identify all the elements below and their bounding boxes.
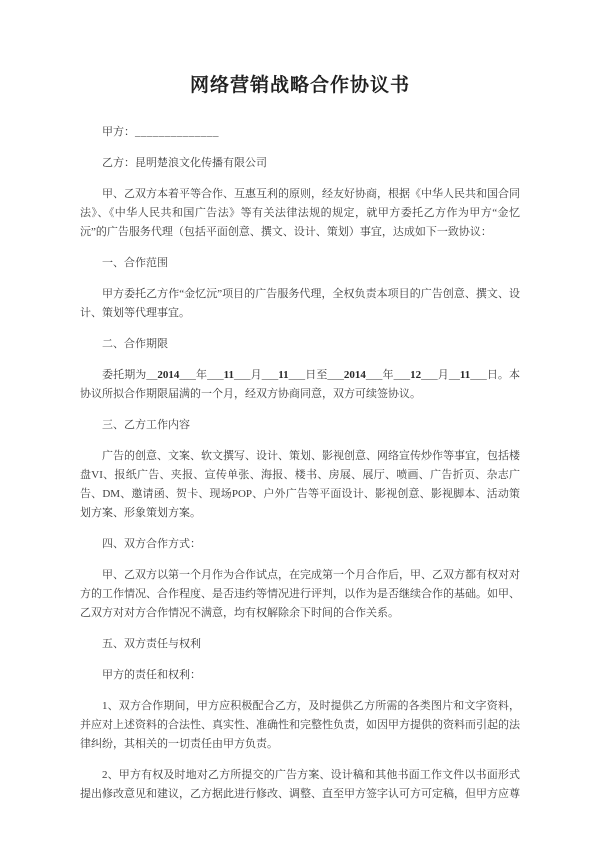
term-text-segment: ___年___ [179, 369, 224, 381]
section-2-term-paragraph [80, 366, 520, 404]
term-day-value: 11 [278, 369, 289, 381]
intro-paragraph: 甲、乙双方本着平等合作、互惠互利的原则，经友好协商，根据《中华人民共和国合同法》、《中华人民共和国广告法》等有关法律法规的规定，就甲方委托乙方作为甲方“金忆沅”的广告服务代理（包括平面创意、撰文、设计、策划）事宜，达成如下一致协议： [80, 188, 520, 238]
term-text-segment: ___日。本协议所拟合作期限届满的一个月，经双方协商同意，双方可续签协议。 [80, 369, 521, 400]
term-year-value: 2014 [343, 369, 366, 381]
section-3-body: 广告的创意、文案、软文撰写、设计、策划、影视创意、网络宣传炒作等事宜，包括楼盘VI、报纸广告、夹报、宣传单张、海报、楼书、房展、展厅、喷画、广告折页、杂志广告、DM、邀请函、贺卡、现场POP、户外广告等平面设计、影视创意、影视脚本、活动策划方案、形象策划方案。 [80, 450, 520, 519]
term-text-segment: ___年___ [365, 369, 411, 381]
term-day-value: 11 [459, 369, 471, 381]
party-a-line [80, 123, 520, 142]
term-text-segment: 委托期为__ [102, 369, 158, 381]
section-1-heading: 一、合作范围 [102, 257, 168, 269]
section-5-heading: 五、双方责任与权利 [102, 638, 201, 650]
document-title: 网络营销战略合作协议书 [189, 75, 410, 96]
section-2-heading: 二、合作期限 [102, 338, 168, 350]
section-1-body: 甲方委托乙方作“金忆沅”项目的广告服务代理，全权负责本项目的广告创意、撰文、设计、策划等代理事宜。 [80, 288, 520, 319]
party-b-line: 乙方：昆明楚浪文化传播有限公司 [102, 157, 267, 169]
term-text-segment: ___日至___ [288, 369, 344, 381]
term-month-value: 11 [223, 369, 235, 381]
section-5-item-2: 2、甲方有权及时地对乙方所提交的广告方案、设计稿和其他书面工作文件以书面形式提出修改意见和建议，乙方据此进行修改、调整、直至甲方签字认可方可定稿，但甲方应尊 [80, 769, 520, 800]
party-a-blank-line: ______________ [135, 126, 219, 138]
term-text-segment: ___月___ [234, 369, 279, 381]
term-year-value: 2014 [157, 369, 180, 381]
section-4-heading: 四、双方合作方式： [102, 538, 201, 550]
party-a-label: 甲方： [102, 126, 135, 138]
section-4-body: 甲、乙双方以第一个月作为合作试点，在完成第一个月合作后，甲、乙双方都有权对对方的工作情况、合作程度、是否违约等情况进行评判，以作为是否继续合作的基础。如甲、乙双方对对方合作情况不满意，均有权解除余下时间的合作关系。 [80, 569, 520, 619]
section-5-item-1: 1、双方合作期间，甲方应积极配合乙方，及时提供乙方所需的各类图片和文字资料，并应对上述资料的合法性、真实性、准确性和完整性负责，如因甲方提供的资料而引起的法律纠纷，其相关的一切责任由甲方负责。 [80, 700, 520, 750]
section-5-subheading: 甲方的责任和权利： [102, 669, 201, 681]
section-3-heading: 三、乙方工作内容 [102, 419, 190, 431]
term-month-value: 12 [410, 369, 422, 381]
term-text-segment: ___月__ [421, 369, 460, 381]
